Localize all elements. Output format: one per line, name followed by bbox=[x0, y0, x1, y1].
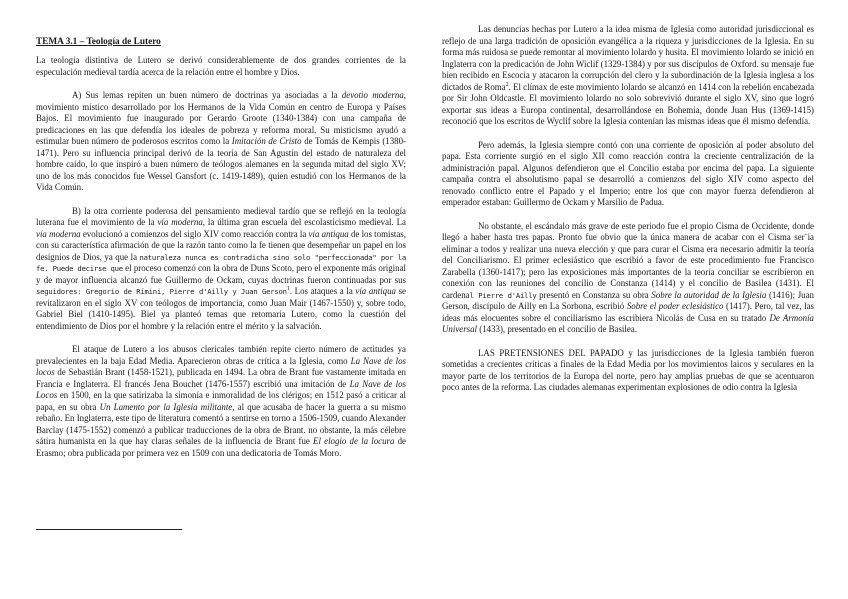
text: No obstante, el escándalo más grave de este período fue el propio Cisma de Occidente, donde llegó a haber hasta tres papas. Pronto fue obvio que la única manera de acabar con el Cisma ser¨ia eliminar a todos y realizar una nueva elección y que para curar el Cisma era necesario admitir la teoría del Conciliarismo. El primer eclesiástico que escribió a favor de este procedimiento fue Francisco Zarabella (1360-1417); pero las exposiciones más importantes de la teoría conciliar se escribieron en conexión con las reuniones del concilio de Constanza (1414) y el concilio de Basilea (1431). El cardena bbox=[442, 220, 814, 300]
text: , la última gran escuela del escolasticismo medieval. La bbox=[202, 217, 406, 227]
paragraph-c bbox=[36, 344, 406, 459]
italic-term: Un Lamento por la Iglesia militante bbox=[99, 401, 233, 412]
paragraph-schism bbox=[442, 221, 814, 336]
text: Las denuncias hechas por Lutero a la idea misma de Iglesia como autoridad jurisdiccional es reflejo de una larga tradición de oposición evangélica a la riqueza y jurisdicciones de la Iglesia. En su forma más ruidosa se puede remontar al movimiento lolardo y husita. El movimiento lolardo se inició en Inglaterra con la predicación de John Wiclif (1329-1384) y por sus discípulos de Oxford. su mensaje fue bien recibido en Escocia y atacaron la corrupción del clero y la subordinación de la Iglesia inglesa a los dictados de Roma bbox=[442, 24, 814, 92]
text: en 1500, en la que satirizaba la simonía e inmoralidad de los clérigos; en 1512 pasó a criticar al papa, en su obra bbox=[36, 390, 406, 412]
text: presentó en Constanza su obra bbox=[536, 289, 652, 300]
italic-term: vía moderna bbox=[157, 217, 203, 227]
paragraph-lollard bbox=[442, 24, 814, 128]
emphasized-text: l Pierre d'Ailly bbox=[469, 290, 537, 300]
emphasized-text: naturaleza nunca es contradicha sino solo "perfeccionada" por la fe. Puede decirse que bbox=[36, 252, 406, 273]
text: de los tomistas, con su característica afirmación de que la razón tanto como la fe tienen que desempeñar un papel en los designios de Dios, ya que la bbox=[36, 228, 406, 262]
italic-term: Imitación de Cristo bbox=[231, 136, 302, 146]
italic-term: vía antiqua bbox=[308, 228, 349, 239]
intro-paragraph bbox=[36, 55, 406, 78]
text: B) la otra corriente poderosa del pensamiento medieval tardío que se reflejó en la teología luterana fue el movimiento de la bbox=[36, 205, 406, 227]
text: se revitalizaron en el siglo XV con teólogos de importancia, como Juan Mair (1467-1550) y, sobre todo, Gabriel Biel (1410-1495). Biel ya planteó temas que retomaría Lutero, como la cuestión del entendimiento de Dios por el hombre y la relación entre el mérito y la salvación. bbox=[36, 286, 406, 331]
text: LAS PRETENSIONES DEL PAPADO y las jurisdicciones de la Iglesia también fueron sometidas a crecientes críticas a finales de la Edad Media por los movimientos laicos y seculares en la mayor parte de los territorios de la Europa del norte, pero hay amplias pruebas de que se acentuaron poco antes de la reforma. Las ciudades alemanas experimentan explosiones de odio contra la Iglesia bbox=[442, 347, 814, 392]
text: evolucionó a comienzos del siglo XIV como reacción contra la bbox=[80, 228, 309, 239]
text: de Erasmo; obra publicada por primera vez en 1509 con una dedicatoria de Tomás Moro. bbox=[36, 436, 406, 458]
italic-term: vía antiqua bbox=[355, 286, 396, 296]
footnote-divider bbox=[36, 529, 182, 530]
text: , al que acusaba de hacer la guerra a su mismo rebaño. En Inglaterra, este tipo de literatura comentó a sentirse en torno a 1506-1509, cuando Alexander Barclay (1475-1552) comenzó a publicar traducciones de la obra de Brant. no obstante, la más célebre sátira humanista en la que hay claras señales de la influencia de Brant fue bbox=[36, 401, 406, 446]
text: . El clímax de este movimiento lolardo se alcanzó en 1414 con la rebelión encabezada por Sir John Oldcastle. El movimiento lolardo no solo sobrevivió durante el siglo XV, sino que logró exportar sus ideas a Europa continental, desarrollándose en Bohemia, donde Juan Hus (1369-1415) reconoció que los escritos de Wyclif sobre la Iglesia contenían las mismas ideas que él mismo defendía. bbox=[442, 81, 815, 126]
text: de Tomás de Kempis (1380-1471). Pero su influencia principal derivó de la teoría de San Agustín del estado de naturaleza del hombre caído, lo que inspiró a buen número de teólogos alemanes en la segunda mitad del siglo XV; uno de los más conocidos fue Wessel Gansfort (c. 1419-1489), quien estudió con los Hermanos de la Vida Común. bbox=[36, 136, 406, 192]
text: El ataque de Lutero a los abusos clericales también repite cierto número de actitudes ya prevalecientes en la baja Edad Media. Aparecieron obras de crítica a la Iglesia, como bbox=[36, 344, 406, 366]
italic-term: Sobre el poder eclesiástico bbox=[626, 301, 724, 311]
text: el proceso comenzó con la obra de Duns Scoto, pero el exponente más original y de mayor influencia alcanzó fue Guillermo de Ockam, cuyas doctrinas fueron continuadas por sus bbox=[36, 263, 406, 285]
paragraph-papacy-pretensions bbox=[442, 348, 814, 394]
text: A) Sus lemas repiten un buen número de doctrinas ya asociadas a la bbox=[72, 90, 342, 100]
intro-text: La teología distintiva de Lutero se derivó considerablemente de dos grandes corrientes de la especulación medieval tardía acerca de la relación entre el hombre y Dios. bbox=[36, 55, 406, 77]
italic-term: La Nave de los Locos bbox=[36, 378, 406, 400]
text: , movimiento místico desarrollado por los Hermanos de la Vida Común en centro de Europa y Países Bajos. El movimiento fue inaugurado por Gerardo Groote (1340-1384) con una campaña de predicaciones en las que defendía los ideales de pobreza y reforma moral. Su misticismo ayudó a estimular buen número de poderosos escritos como la bbox=[36, 90, 406, 146]
text: Pero además, la Iglesia siempre contó con una corriente de oposición al poder absoluto del papa. Esta corriente surgió en el siglo XII como reacción contra la creciente centralización de la administración papal. Algunos defendieron que el Concilio estaba por encima del papa. La siguiente campaña contra el absolutismo papal se desarrolló a comienzos del siglo XIV como aspecto del renovado conflicto entre el Papado y el Imperio; entre los que con mayor fuerza defendieron al emperador estaban: Guillermo de Ockam y Marsilio de Padua. bbox=[442, 139, 814, 207]
italic-term: De Armonía Universal bbox=[442, 312, 814, 334]
paragraph-papal-opposition bbox=[442, 140, 814, 209]
italic-term: Sobre la autoridad de la Iglesia bbox=[651, 289, 767, 300]
text: . Los ataques a la bbox=[289, 286, 356, 296]
page-title: TEMA 3.1 – Teología de Lutero bbox=[36, 37, 161, 47]
text: (1433), presentado en el concilio de Basilea. bbox=[477, 324, 637, 334]
italic-term: vía moderna bbox=[36, 228, 81, 239]
italic-term: La Nave de los locos bbox=[36, 355, 407, 377]
emphasized-text: seguidores: Gregorio de Rímini, Pierre d'Ailly y Juan Gerson bbox=[36, 287, 287, 296]
left-column bbox=[36, 24, 406, 471]
text: (1416); Juan Gerson, discípulo de Ailly en La Sorbona, escribió bbox=[442, 289, 814, 311]
right-column bbox=[442, 24, 814, 406]
footnote-ref[interactable]: 1 bbox=[286, 286, 290, 293]
paragraph-b bbox=[36, 206, 406, 333]
italic-term: El elogio de la locura bbox=[313, 436, 395, 446]
italic-term: devotio moderna bbox=[341, 90, 404, 100]
paragraph-a bbox=[36, 90, 406, 194]
text: de Sebastián Brant (1458-1521), publicada en 1494. La obra de Brant fue vastamente imitada en Francia e Inglaterra. El francés Jena Bouchet (1476-1557) escribió una imitación de bbox=[36, 367, 406, 389]
text: (1417). Pero, tal vez, las ideas más elocuentes sobre el conciliarismo las escribiera Nicolás de Cusa en su tratado bbox=[442, 301, 814, 323]
footnote-ref[interactable]: 2 bbox=[505, 81, 509, 88]
